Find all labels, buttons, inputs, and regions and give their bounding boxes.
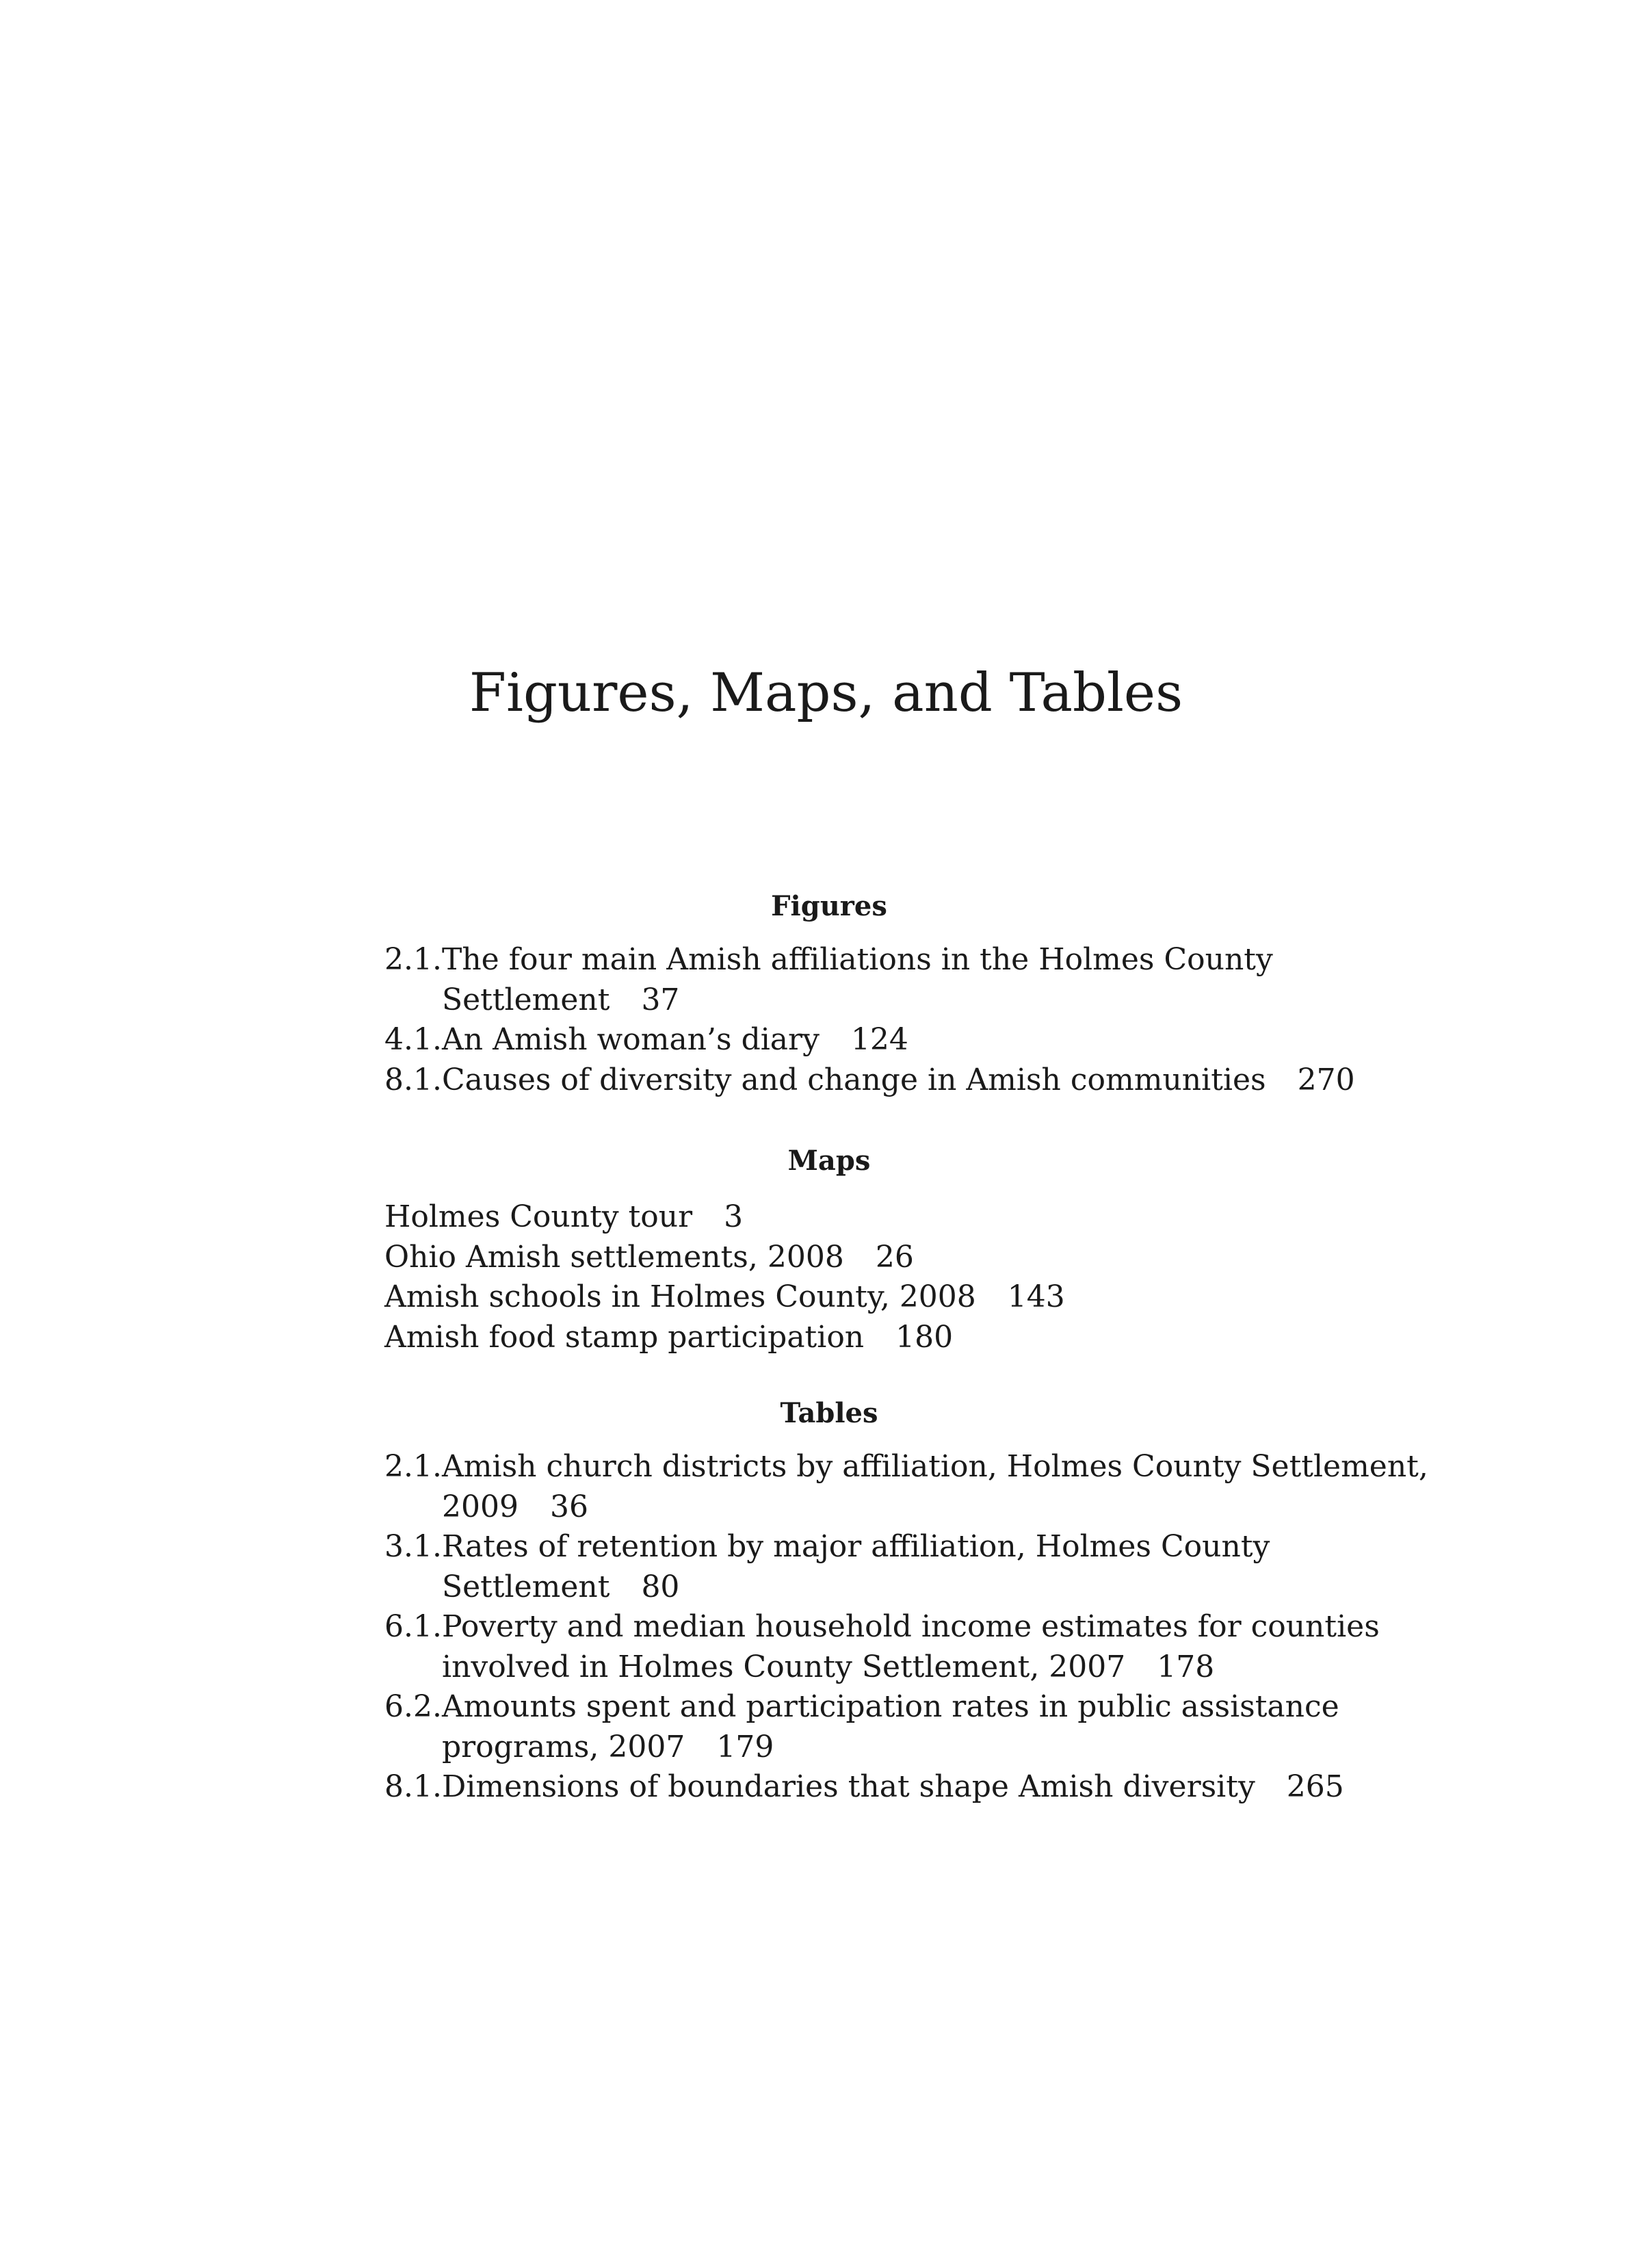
map-caption: Holmes County tour (384, 1199, 693, 1234)
maps-section (384, 1141, 1274, 1357)
page-title: Figures, Maps, and Tables (469, 662, 1183, 724)
table-caption-cont: 2009 (442, 1489, 519, 1524)
figures-section (384, 887, 1355, 1100)
table-caption-cont: Settlement (442, 1569, 610, 1604)
map-page: 26 (875, 1239, 914, 1275)
figure-caption-cont: Settlement (442, 982, 610, 1017)
table-caption: Poverty and median household income estimates for counties (442, 1609, 1380, 1644)
table-caption: Dimensions of boundaries that shape Amish diversity (442, 1769, 1255, 1804)
map-page: 180 (895, 1319, 954, 1355)
figure-entry[interactable] (384, 1060, 1355, 1101)
maps-list (384, 1197, 1274, 1357)
figure-entry[interactable] (384, 940, 1274, 1020)
table-entry[interactable] (384, 1607, 1380, 1687)
figure-caption: The four main Amish affiliations in the Holmes County (442, 942, 1273, 977)
map-entry[interactable] (384, 1197, 1274, 1238)
figure-entry[interactable] (384, 1020, 1274, 1060)
tables-section (384, 1394, 1428, 1808)
table-page: 178 (1157, 1649, 1215, 1684)
table-page: 80 (641, 1569, 680, 1604)
table-number: 6.2. (384, 1689, 442, 1724)
tables-list (384, 1447, 1428, 1808)
figure-page: 270 (1297, 1062, 1355, 1097)
table-caption-cont: involved in Holmes County Settlement, 2007 (442, 1649, 1126, 1684)
table-entry[interactable] (384, 1767, 1344, 1808)
table-page: 179 (716, 1729, 774, 1764)
figure-page: 124 (850, 1022, 908, 1057)
figure-number: 4.1. (384, 1022, 442, 1057)
map-caption: Amish food stamp participation (384, 1319, 865, 1355)
table-number: 8.1. (384, 1769, 442, 1804)
figure-caption: Causes of diversity and change in Amish communities (442, 1062, 1266, 1097)
table-page: 36 (549, 1489, 588, 1524)
table-page: 265 (1286, 1769, 1344, 1804)
map-page: 143 (1007, 1279, 1065, 1314)
map-entry[interactable] (384, 1318, 1274, 1358)
table-caption: Rates of retention by major affiliation, Holmes County (442, 1529, 1270, 1564)
table-number: 2.1. (384, 1449, 442, 1484)
figure-number: 2.1. (384, 942, 442, 977)
maps-heading: Maps (787, 1145, 871, 1177)
table-entry[interactable] (384, 1687, 1339, 1767)
table-entry[interactable] (384, 1447, 1428, 1527)
table-entry[interactable] (384, 1527, 1274, 1607)
figure-caption: An Amish woman’s diary (442, 1022, 820, 1057)
tables-heading: Tables (780, 1397, 878, 1429)
map-page: 3 (724, 1199, 744, 1234)
figure-number: 8.1. (384, 1062, 442, 1097)
map-caption: Ohio Amish settlements, 2008 (384, 1239, 844, 1275)
map-entry[interactable] (384, 1277, 1274, 1318)
figures-list (384, 940, 1355, 1100)
figures-heading: Figures (771, 890, 887, 922)
table-number: 6.1. (384, 1609, 442, 1644)
map-caption: Amish schools in Holmes County, 2008 (384, 1279, 976, 1314)
figure-page: 37 (641, 982, 680, 1017)
table-caption-cont: programs, 2007 (442, 1729, 685, 1764)
map-entry[interactable] (384, 1238, 1274, 1278)
table-caption: Amounts spent and participation rates in public assistance (442, 1689, 1339, 1724)
table-number: 3.1. (384, 1529, 442, 1564)
table-caption: Amish church districts by affiliation, Holmes County Settlement, (442, 1449, 1428, 1484)
